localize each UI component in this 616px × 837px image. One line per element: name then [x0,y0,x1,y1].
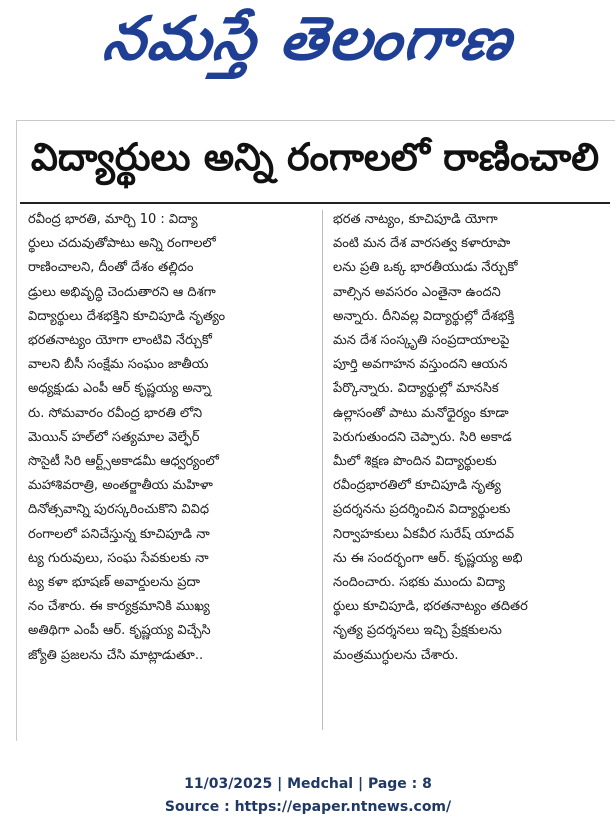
article-line: మన దేశ సంస్కృతి సంప్రదాయాలపై [333,333,510,349]
article-line: రవీంద్ర భారతి, మార్చి 10 : విద్యా [28,212,198,227]
article-line: ఉల్లాసంతో పాటు మనోధైర్యం కూడా [333,405,509,421]
article-line: పెరుగుతుందని చెప్పారు. సిరి అకాడ [333,429,512,445]
article-line: దినోత్సవాన్ని పురస్కరించుకొని వివిధ [28,502,210,518]
footer-source: Source : https://epaper.ntnews.com/ [164,799,452,815]
article-line: ర్థులు చదువుతోపాటు అన్ని రంగాలలో [28,236,216,252]
article-line: భరతనాట్యం యోగా లాంటివి నేర్చుకో [28,333,212,349]
article-line: అధ్యక్షుడు ఎంపీ ఆర్ కృష్ణయ్య అన్నా [28,381,211,397]
article-line: రంగాలలో పనిచేస్తున్న కూచిపూడి నా [28,526,210,542]
article-line: నృత్య ప్రదర్శనలు ఇచ్చి ప్రేక్షకులను [333,623,502,639]
article-line: రు. సోమవారం రవీంద్ర భారతి లోని [28,405,203,421]
column-divider [322,210,323,730]
article-line: ట్య కళా భూషణ్ అవార్డులను ప్రదా [28,575,201,591]
article-line: వాల్సిన అవసరం ఎంతైనా ఉందని [333,284,501,300]
article-line: ట్య గురువులు, సంఘ సేవకులకు నా [28,550,209,566]
headline-text: విద్యార్థులు అన్ని రంగాలలో రాణించాలి [30,135,600,179]
article-line: విద్యార్థులు దేశభక్తిని కూచిపూడి నృత్యం [28,308,226,324]
article-line: లను ప్రతి ఒక్క భారతీయుడు నేర్చుకో [333,260,518,276]
article-line: అతిథిగా ఎంపీ ఆర్. కృష్ణయ్య విచ్చేసి [28,623,211,639]
article-line: భరత నాట్యం, కూచిపూడి యోగా [333,212,498,227]
article-line: రాణించాలని, దీంతో దేశం తల్లిదం [28,260,194,276]
footer-meta: 11/03/2025 | Medchal | Page : 8 [184,776,432,792]
article-line: అన్నారు. దీనివల్ల విద్యార్థుల్లో దేశభక్తి [333,308,515,324]
article-line: మంత్రముగ్ధులను చేశారు. [333,647,459,663]
article-column-right [333,208,606,668]
article-line: రవీంద్రభారతిలో కూచిపూడి నృత్య [333,478,501,494]
article-line: వాలని బీసీ సంక్షేమ సంఘం జాతీయ [28,357,209,373]
article-line: సొసైటీ సిరి ఆర్ట్స్అకాడమీ ఆధ్వర్యంలో [28,454,219,470]
article-line: జ్యోతి ప్రజలను చేసి మాట్లాడుతూ.. [28,647,204,663]
article-line: పేర్కొన్నారు. విద్యార్థుల్లో మానసిక [333,381,499,397]
article-headline [20,130,610,194]
article-line: మీలో శిక్షణ పొందిన విద్యార్థులకు [333,454,497,470]
article-line: ర్థులు కూచిపూడి, భరతనాట్యం తదితర [333,599,528,615]
article-line: మెయిన్ హల్‌లో సత్యమాల వెల్ఫేర్ [28,429,200,445]
headline-rule [20,202,610,204]
masthead [0,0,616,92]
article-column-left [28,208,313,668]
article-line: ను ఈ సందర్భంగా ఆర్. కృష్ణయ్య అభి [333,550,523,566]
article-line: నం చేశారు. ఈ కార్యక్రమానికి ముఖ్య [28,599,210,615]
article-line: నిర్వాహకులు ఏకవీర సురేష్ యాదవ్ [333,526,515,542]
article-line: మహాశివరాత్రి, అంతర్జాతీయ మహిళా [28,478,213,494]
article-line: నందించారు. సభకు ముందు విద్యా [333,575,505,591]
newspaper-logo: నమస్తే తెలంగాణ [99,4,519,74]
article-line: డ్రులు అభివృద్ధి చెందుతారని ఆ దిశగా [28,284,216,300]
article-line: ప్రదర్శనను ప్రదర్శించిన విద్యార్థులకు [333,502,511,518]
article-line: పూర్తి అవగాహన వస్తుందని ఆయన [333,357,508,373]
article-line: వంటి మన దేశ వారసత్వ కళారూపా [333,236,511,252]
